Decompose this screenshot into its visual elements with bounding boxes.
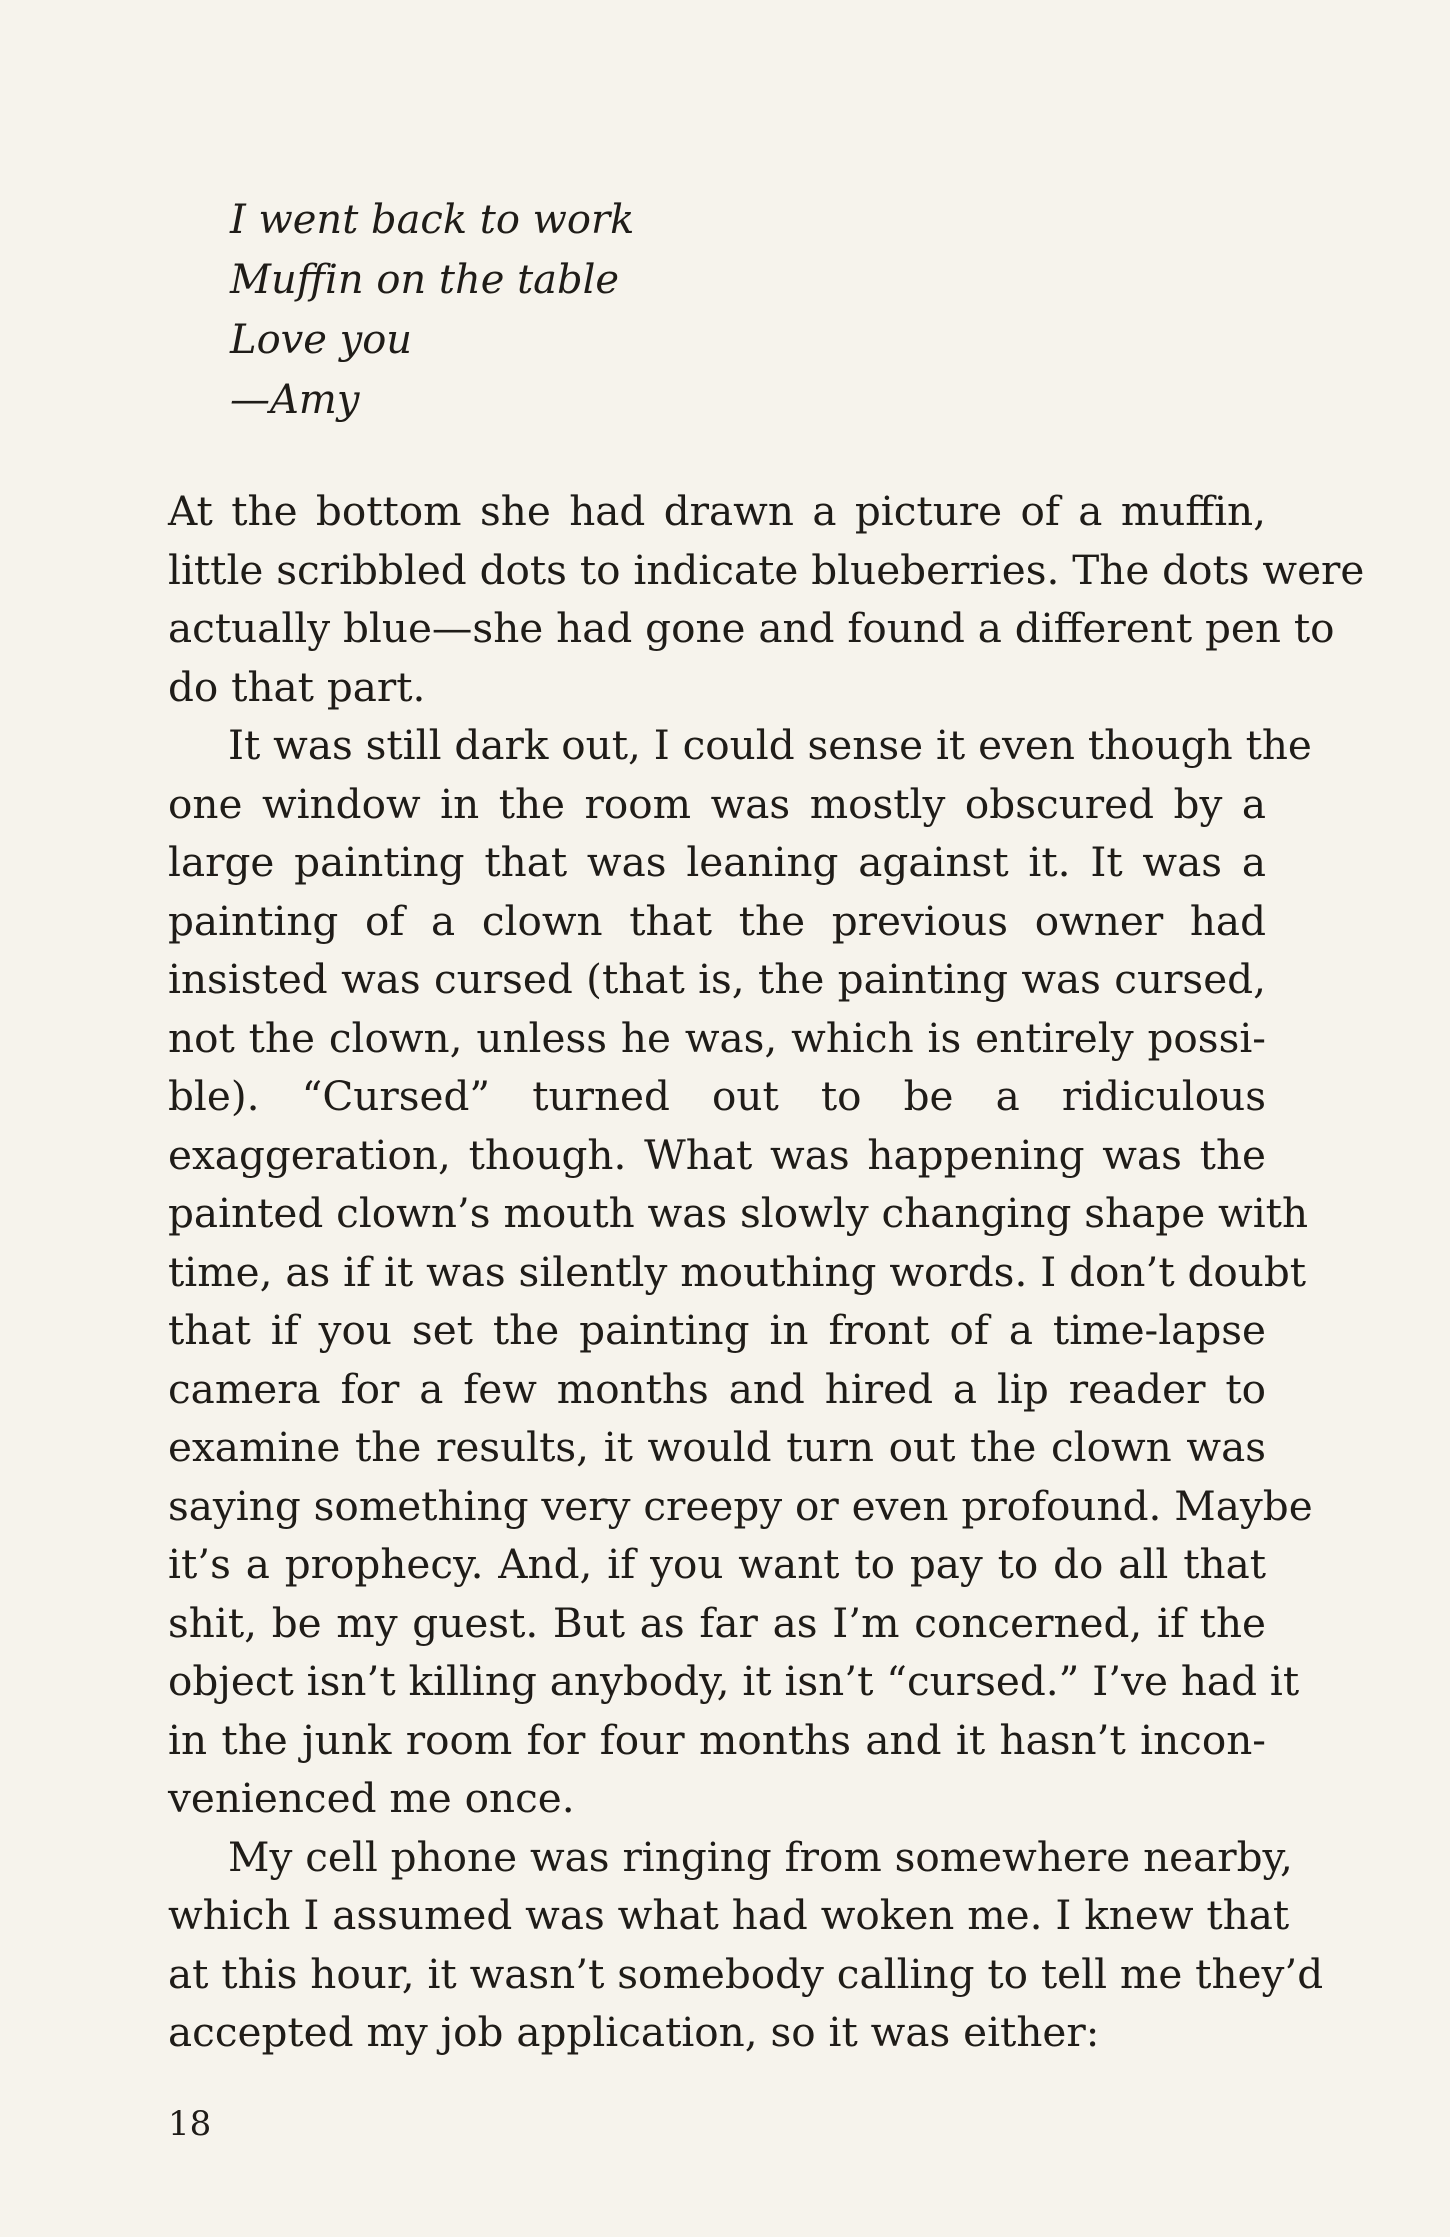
text-line: At the bottom she had drawn a picture of a muffin, xyxy=(168,487,1266,535)
paragraph-3 xyxy=(168,1828,1324,2062)
text-line: painted clown’s mouth was slowly changing shape with xyxy=(168,1189,1309,1237)
note-line: I went back to work xyxy=(230,197,635,243)
text-line: large painting that was leaning against it. It was a xyxy=(168,838,1266,886)
text-line: at this hour, it wasn’t somebody calling to tell me they’d xyxy=(168,1949,1324,1998)
note-signature: —Amy xyxy=(230,377,360,423)
text-line: do that part. xyxy=(168,662,426,711)
text-line: time, as if it was silently mouthing words. I don’t doubt xyxy=(168,1247,1307,1296)
note-line: Muffin on the table xyxy=(230,257,620,303)
text-line: it’s a prophecy. And, if you want to pay to do all that xyxy=(168,1540,1266,1588)
text-line: exaggeration, though. What was happening was the xyxy=(168,1130,1266,1179)
paragraph-1 xyxy=(168,482,1365,716)
paragraph-2 xyxy=(168,716,1313,1828)
text-line: painting of a clown that the previous owner had xyxy=(168,896,1266,945)
text-line: one window in the room was mostly obscured by a xyxy=(168,779,1266,828)
text-line: actually blue—she had gone and found a different pen to xyxy=(168,604,1335,652)
handwritten-note xyxy=(230,190,634,430)
text-line: It was still dark out, I could sense it even though the xyxy=(228,721,1312,769)
text-line: that if you set the painting in front of a time-lapse xyxy=(168,1306,1266,1354)
text-line: saying something very creepy or even profound. Maybe xyxy=(168,1481,1313,1530)
text-line: accepted my job application, so it was either: xyxy=(168,2008,1100,2056)
note-line: Love you xyxy=(230,317,413,363)
text-line: in the junk room for four months and it hasn’t incon- xyxy=(168,1715,1266,1764)
text-line: little scribbled dots to indicate blueberries. The dots were xyxy=(168,545,1365,594)
text-line: not the clown, unless he was, which is entirely possi- xyxy=(168,1013,1266,1062)
text-line: shit, be my guest. But as far as I’m concerned, if the xyxy=(168,1598,1266,1647)
text-line: insisted was cursed (that is, the painting was cursed, xyxy=(168,955,1266,1003)
text-line: ble). “Cursed” turned out to be a ridiculous xyxy=(168,1072,1266,1120)
text-line: which I assumed was what had woken me. I knew that xyxy=(168,1891,1290,1939)
text-line: object isn’t killing anybody, it isn’t “cursed.” I’ve had it xyxy=(168,1657,1300,1705)
text-line: camera for a few months and hired a lip reader to xyxy=(168,1364,1266,1413)
body-text xyxy=(168,482,1365,2062)
text-line: venienced me once. xyxy=(168,1774,575,1822)
text-line: examine the results, it would turn out the clown was xyxy=(168,1423,1266,1471)
page-number: 18 xyxy=(168,2104,212,2144)
text-line: My cell phone was ringing from somewhere nearby, xyxy=(228,1832,1293,1881)
